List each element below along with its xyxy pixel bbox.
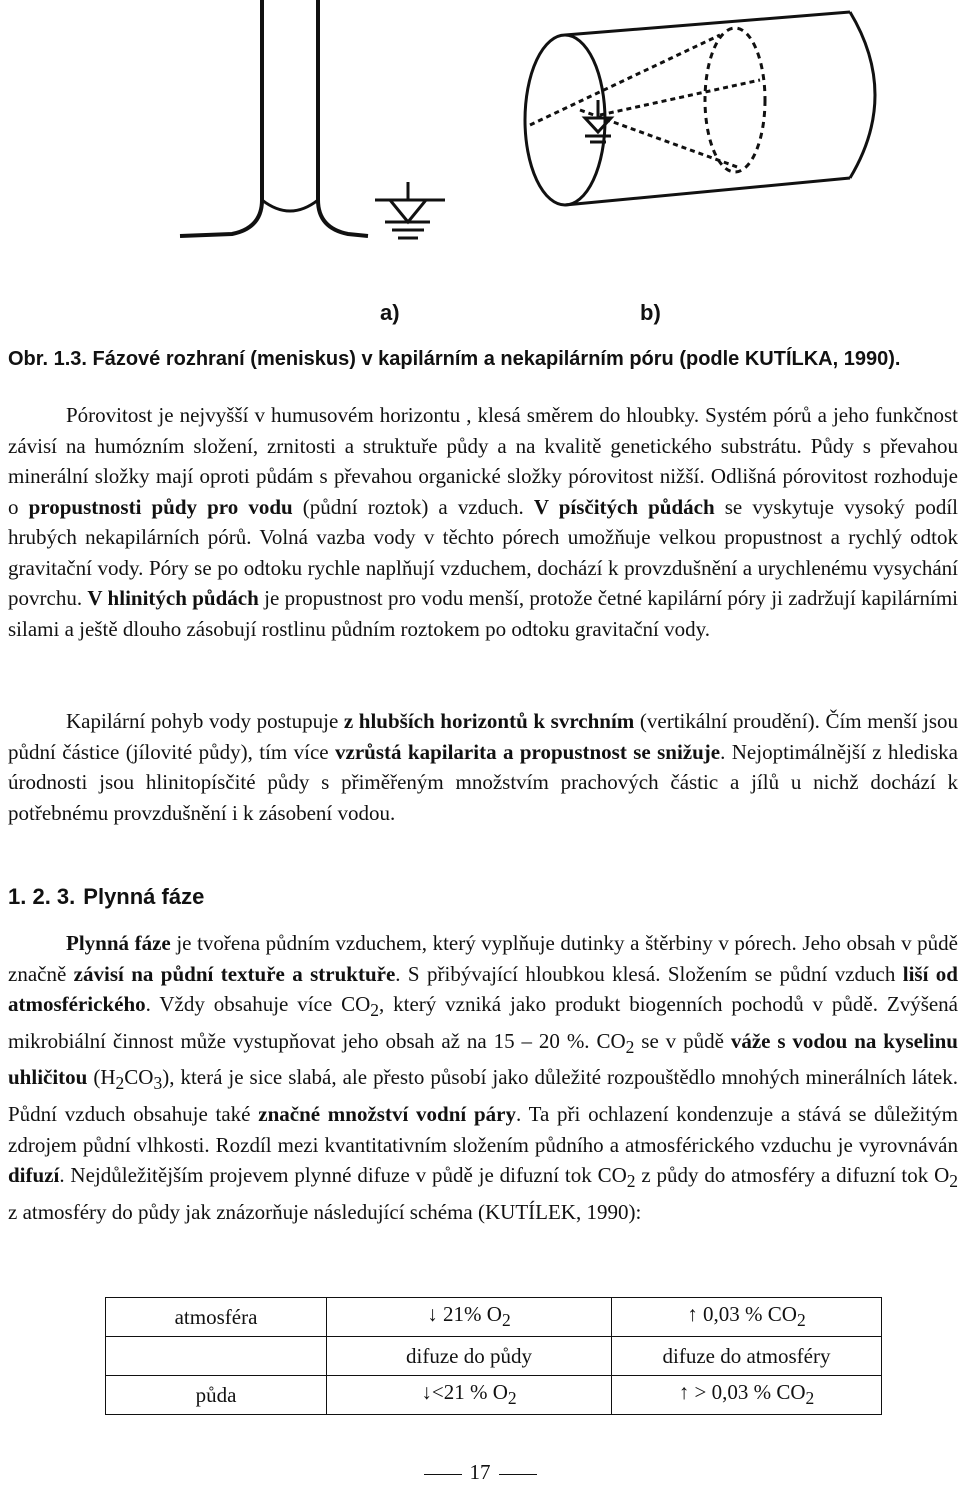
table-cell: ↓ 21% $O_2$ <box>327 1298 612 1337</box>
capillary-tube-drawing <box>180 0 368 236</box>
figure-meniscus <box>0 0 960 340</box>
table-cell: půda <box>106 1376 327 1415</box>
table-row <box>106 1376 882 1415</box>
water-level-symbol <box>375 182 445 238</box>
table-cell: ↓<21 % $O_2$ <box>327 1376 612 1415</box>
paragraph-gas-phase: Plynná fáze je tvořena půdním vzduchem, který vyplňuje dutinky a štěrbiny v pórech. Jeho obsah v půdě značně závisí na půdní textuře a struktuře. S přibývající hloubkou klesá. Složením se půdní vzduch liší od atmosférického. Vždy obsahuje více $CO_2$, který vzniká jako produkt biogenních pochodů v půdě. Zvýšená mikrobiální činnost může vystupňovat jeho obsah až na 15 – 20 %. $CO_2$ se v půdě váže s vodou na kyselinu uhličitou $(H_2CO_3)$, která je sice slabá, ale přesto působí jako důležité rozpouštědlo mnohých minerálních látek. Půdní vzduch obsahuje také značné množství vodní páry. Ta při ochlazení kondenzuje a stává se důležitým zdrojem půdní vlhkosti. Rozdíl mezi kvantitativním složením půdního a atmosférického vzduchu je vyrovnáván difuzí. Nejdůležitějším projevem plynné difuze v půdě je difuzní tok $CO_2$ z půdy do atmosféry a difuzní tok $O_2$ z atmosféry do půdy jak znázorňuje následující schéma (KUTÍLEK, 1990): <box>8 931 959 1224</box>
table-cell: atmosféra <box>106 1298 327 1337</box>
page-number: 17 <box>0 1460 960 1485</box>
table-cell: ↑ > 0,03 % $CO_2$ <box>612 1376 882 1415</box>
table-row <box>106 1298 882 1337</box>
table-cell: difuze do půdy <box>327 1337 612 1376</box>
cylinder-drawing <box>525 12 875 205</box>
table-cell: difuze do atmosféry <box>612 1337 882 1376</box>
figure-caption: Obr. 1.3. Fázové rozhraní (meniskus) v kapilárním a nekapilárním póru (podle KUTÍLKA, 1990). <box>8 348 901 370</box>
section-heading: 1. 2. 3. Plynná fáze <box>8 884 205 909</box>
diffusion-schema-table <box>105 1297 882 1415</box>
paragraph-capillary: Kapilární pohyb vody postupuje z hlubších horizontů k svrchním (vertikální proudění). Čím menší jsou půdní částice (jílovité půdy), tím více vzrůstá kapilarita a propustnost se snižuje. Nejoptimálnější z hlediska úrodnosti jsou hlinitopísčité půdy s přiměřeným množstvím prachových částic a jílů u nichž dochází k potřebnému provzdušnění i k zásobení vodou. <box>8 709 959 825</box>
paragraph-porosity: Pórovitost je nejvyšší v humusovém horizontu , klesá směrem do hloubky. Systém pórů a jeho funkčnost závisí na humózním složení, zrnitosti a struktuře půdy a na kvalitě genetického substrátu. Půdy s převahou minerální složky mají oproti půdám s převahou organické složky pórovitost nižší. Odlišná pórovitost rozhoduje o propustnosti půdy pro vodu (půdní roztok) a vzduch. V písčitých půdách se vyskytuje vysoký podíl hrubých nekapilárních pórů. Volná vazba vody v těchto pórech umožňuje velkou propustnost a rychlý odtok gravitační vody. Póry se po odtoku rychle naplňují vzduchem, dochází k provzdušnění a urychlenému vysychání povrchu. V hlinitých půdách je propustnost pro vodu menší, protože četné kapilární póry ji zadržují kapilárními silami a ještě dlouho zásobují rostlinu půdním roztokem po odtoku gravitační vody. <box>8 403 959 641</box>
table-cell <box>106 1337 327 1376</box>
figure-label-b: b) <box>640 300 661 325</box>
table-cell: ↑ 0,03 % $CO_2$ <box>612 1298 882 1337</box>
meniscus-diagram <box>0 0 960 340</box>
table-row <box>106 1337 882 1376</box>
figure-label-a: a) <box>380 300 400 325</box>
